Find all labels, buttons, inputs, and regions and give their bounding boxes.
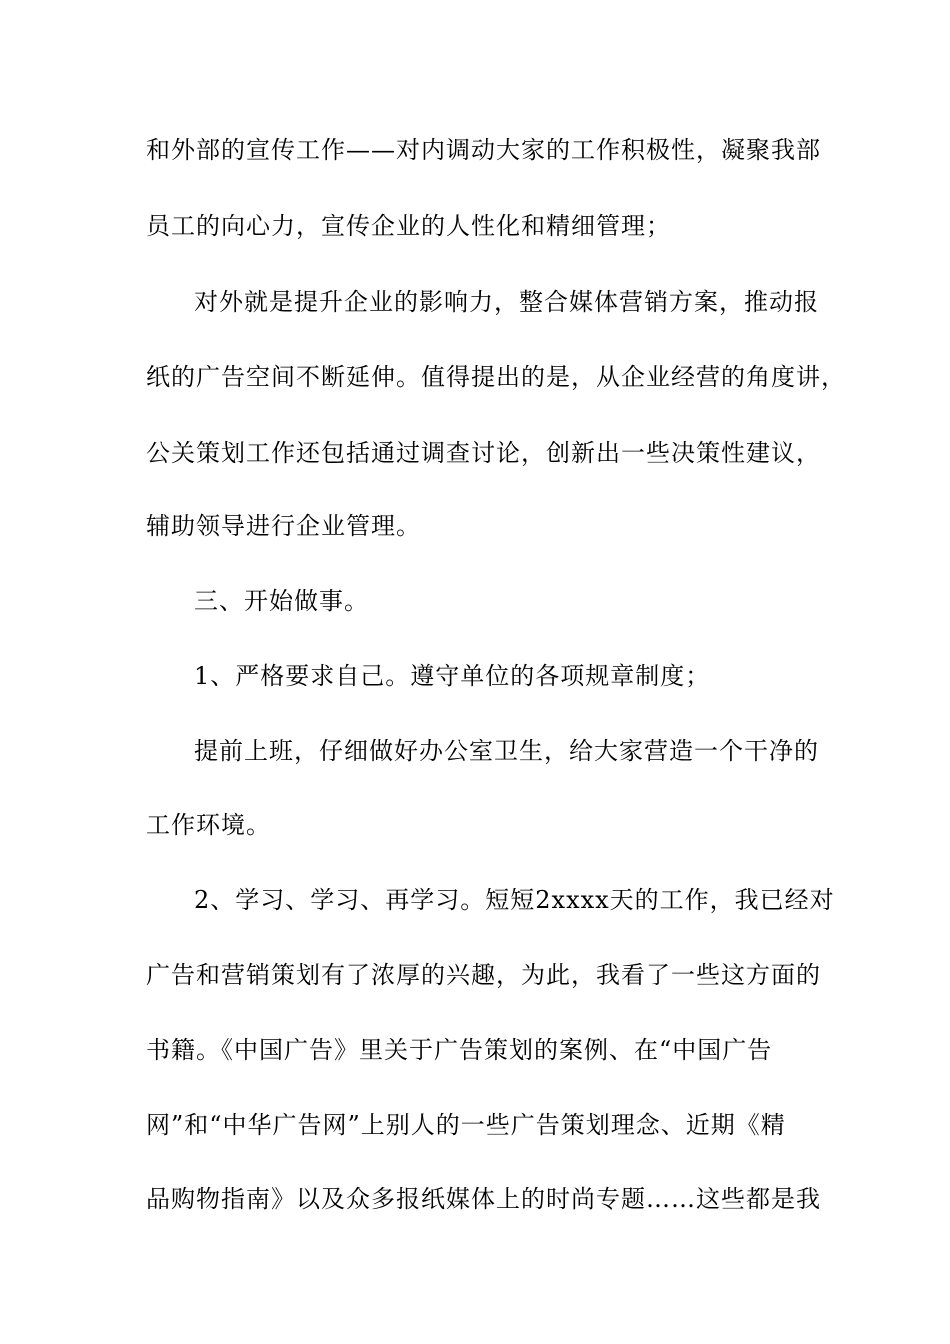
list-item-1: 1、严格要求自己。遵守单位的各项规章制度； [194, 662, 711, 690]
text-line-2: 员工的向心力，宣传企业的人性化和精细管理； [146, 212, 671, 240]
paragraph-start-line: 提前上班，仔细做好办公室卫生，给大家营造一个干净的 [194, 737, 819, 765]
paragraph-start-line: 对外就是提升企业的影响力，整合媒体营销方案，推动报 [194, 288, 819, 316]
text-line-1: 和外部的宣传工作——对内调动大家的工作积极性，凝聚我部 [146, 136, 821, 164]
text-line-14: 网”和“中华广告网”上别人的一些广告策划理念、近期《精 [146, 1111, 786, 1139]
text-line-10: 工作环境。 [146, 811, 271, 839]
list-item-2: 2、学习、学习、再学习。短短2xxxx天的工作，我已经对 [194, 886, 835, 914]
text-line-4: 纸的广告空间不断延伸。值得提出的是，从企业经营的角度讲， [146, 363, 846, 391]
text-line-15: 品购物指南》以及众多报纸媒体上的时尚专题……这些都是我 [146, 1185, 821, 1213]
section-heading: 三、开始做事。 [194, 587, 369, 615]
text-line-6: 辅助领导进行企业管理。 [146, 512, 421, 540]
text-line-13: 书籍。《中国广告》里关于广告策划的案例、在“中国广告 [146, 1036, 773, 1064]
text-line-12: 广告和营销策划有了浓厚的兴趣，为此，我看了一些这方面的 [146, 961, 821, 989]
text-line-5: 公关策划工作还包括通过调查讨论，创新出一些决策性建议， [146, 439, 821, 467]
